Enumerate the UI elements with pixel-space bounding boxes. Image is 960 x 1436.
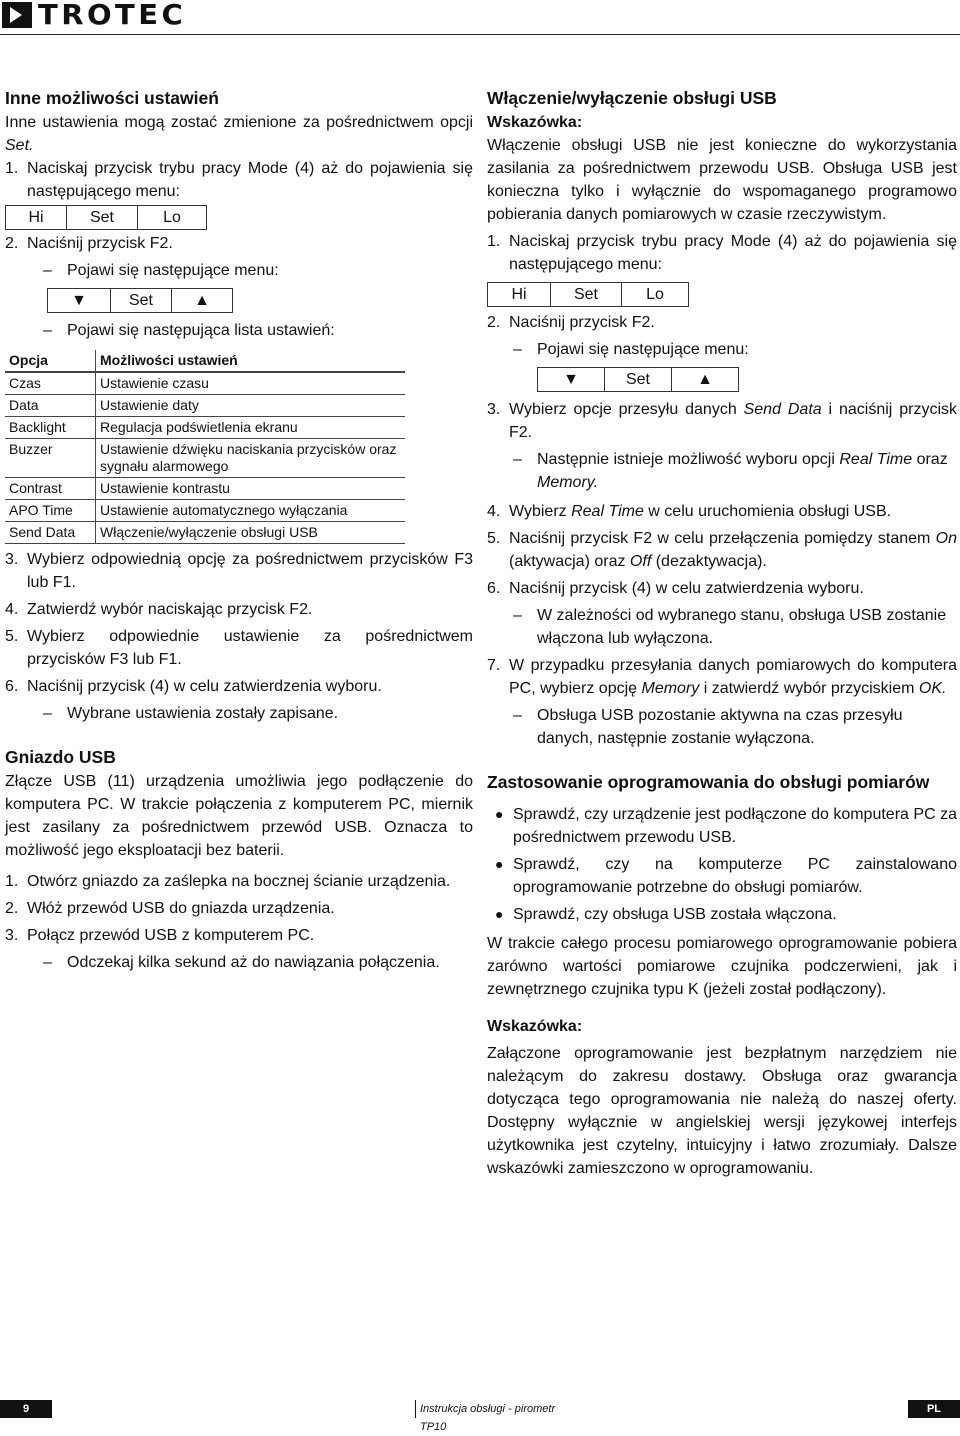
note-paragraph: Włączenie obsługi USB nie jest konieczne do wykorzystania zasilania za pośrednictwem przewodu USB. Obsługa USB jest konieczna tylko i wyłącznie do wspomaganego programowo pobierania danych pomiarowych w czasie rzeczywistym. [487, 137, 957, 223]
section-title-other-settings: Inne możliwości ustawień [5, 88, 219, 108]
left-column [5, 86, 473, 974]
down-arrow-icon: ▼ [48, 289, 111, 312]
section-title-usb-toggle: Włączenie/wyłączenie obsługi USB [487, 88, 777, 108]
table-row: Contrast Ustawienie kontrastu [5, 478, 405, 500]
table-header-settings: Możliwości ustawień [96, 350, 406, 372]
usb-step-2: 2. Włóż przewód USB do gniazda urządzenia. [5, 900, 335, 917]
usb-toggle-step-1: 1. Naciskaj przycisk trybu pracy Mode (4) aż do pojawienia się następującego menu: [487, 233, 957, 273]
usb-toggle-step-5: 5. Naciśnij przycisk F2 w celu przełączenia pomiędzy stanem On (aktywacja) oraz Off (dezaktywacja). [487, 530, 957, 570]
footer-title: Instrukcja obsługi - pirometr TP10 [415, 1400, 570, 1418]
note-paragraph-2: Załączone oprogramowanie jest bezpłatnym narzędziem nie należącym do zakresu dostawy. Obsługa oraz gwarancja dotycząca tego oprogramowania nie należą do naszej oferty. Dostępny wyłącznie w angielskiej wersji językowej interfejs użytkownika jest czytelny, intuicyjny i łatwo zrozumiały. Dalsze wskazówki zamieszczono w oprogramowaniu. [487, 1045, 957, 1177]
right-column [487, 86, 957, 1180]
menu-item: Set [111, 289, 172, 312]
usb-step-3: 3. Połącz przewód USB z komputerem PC. [5, 927, 315, 944]
step-4: 4. Zatwierdź wybór naciskając przycisk F2. [5, 601, 313, 618]
menu-hi-set-lo [5, 205, 207, 230]
usb-step-3-note: – Odczekaj kilka sekund aż do nawiązania połączenia. [43, 954, 440, 971]
page-number: 9 [0, 1400, 52, 1418]
menu-item: Set [551, 283, 622, 306]
list-item: ● Sprawdź, czy obsługa USB została włączona. [495, 903, 957, 926]
menu-item: Hi [488, 283, 551, 306]
table-row: Czas Ustawienie czasu [5, 372, 405, 395]
header-divider [0, 34, 960, 35]
usb-toggle-step-7-note: – Obsługa USB pozostanie aktywna na czas przesyłu danych, następnie zostanie wyłączona. [513, 707, 903, 747]
table-row: Buzzer Ustawienie dźwięku naciskania przycisków oraz sygnału alarmowego [5, 439, 405, 478]
table-header [5, 350, 405, 372]
step-1: 1. Naciskaj przycisk trybu pracy Mode (4) aż do pojawienia się następującego menu: [5, 160, 473, 200]
page-header [0, 0, 960, 38]
step-2-note-2: – Pojawi się następująca lista ustawień: [43, 322, 335, 339]
table-row: Data Ustawienie daty [5, 395, 405, 417]
menu-item: Set [605, 368, 672, 391]
software-paragraph: W trakcie całego procesu pomiarowego oprogramowanie pobiera zarówno wartości pomiarowe czujnika podczerwieni, jak i zewnętrznego czujnika typu K (jeżeli został podłączony). [487, 935, 957, 998]
bullet-icon: ● [495, 906, 504, 922]
menu-down-set-up [47, 288, 233, 313]
usb-toggle-step-3: 3. Wybierz opcje przesyłu danych Send Data i naciśnij przycisk F2. [487, 401, 958, 441]
menu-down-set-up [537, 367, 739, 392]
step-5: 5. Wybierz odpowiednie ustawienie za pośrednictwem przycisków F3 lub F1. [5, 628, 473, 668]
table-row: Backlight Regulacja podświetlenia ekranu [5, 417, 405, 439]
table-row: Send Data Włączenie/wyłączenie obsługi USB [5, 522, 405, 544]
usb-toggle-step-4: 4. Wybierz Real Time w celu uruchomienia obsługi USB. [487, 503, 892, 520]
list-item: ● Sprawdź, czy na komputerze PC zainstalowano oprogramowanie potrzebne do obsługi pomiarów. [495, 853, 957, 899]
up-arrow-icon: ▲ [194, 292, 210, 309]
note-label: Wskazówka: [487, 114, 583, 131]
down-arrow-icon: ▼ [538, 368, 605, 391]
menu-item: Lo [163, 209, 181, 226]
brand-mark-icon [2, 2, 32, 28]
language-code: PL [908, 1400, 960, 1418]
table-row: APO Time Ustawienie automatycznego wyłączania [5, 500, 405, 522]
usb-toggle-step-3-note: – Następnie istnieje możliwość wyboru opcji Real Time oraz Memory. [513, 451, 948, 491]
step-6: 6. Naciśnij przycisk (4) w celu zatwierdzenia wyboru. [5, 678, 382, 695]
step-6-note: – Wybrane ustawienia zostały zapisane. [43, 705, 339, 722]
usb-toggle-step-2-note: – Pojawi się następujące menu: [513, 341, 749, 358]
table-header-option: Opcja [5, 350, 96, 372]
settings-table [5, 350, 405, 544]
step-3: 3. Wybierz odpowiednią opcję za pośrednictwem przycisków F3 lub F1. [5, 551, 473, 591]
section-title-software: Zastosowanie oprogramowania do obsługi pomiarów [487, 772, 930, 792]
page-footer [0, 1400, 960, 1433]
brand-logo [2, 0, 187, 31]
menu-item: Lo [646, 286, 664, 303]
bullet-icon: ● [495, 806, 504, 822]
step-2: 2. Naciśnij przycisk F2. [5, 235, 173, 252]
usb-port-paragraph: Złącze USB (11) urządzenia umożliwia jego podłączenie do komputera PC. W trakcie połączenia z komputerem PC, miernik jest zasilany za pośrednictwem przewód USB. Oznacza to możliwość jego eksploatacji bez baterii. [5, 773, 473, 859]
menu-item: Set [67, 206, 138, 229]
usb-step-1: 1. Otwórz gniazdo za zaślepka na bocznej ścianie urządzenia. [5, 873, 451, 890]
step-2-note-1: – Pojawi się następujące menu: [43, 262, 279, 279]
note-label-2: Wskazówka: [487, 1018, 583, 1035]
usb-toggle-step-2: 2. Naciśnij przycisk F2. [487, 314, 655, 331]
usb-toggle-step-6: 6. Naciśnij przycisk (4) w celu zatwierdzenia wyboru. [487, 580, 864, 597]
list-item: ● Sprawdź, czy urządzenie jest podłączone do komputera PC za pośrednictwem przewodu USB. [495, 803, 957, 849]
usb-toggle-step-7: 7. W przypadku przesyłania danych pomiarowych do komputera PC, wybierz opcję Memory i zatwierdź wybór przyciskiem OK. [487, 657, 957, 697]
menu-hi-set-lo [487, 282, 689, 307]
bullet-icon: ● [495, 856, 504, 872]
section-intro: Inne ustawienia mogą zostać zmienione za pośrednictwem opcji Set. [5, 114, 473, 154]
section-title-usb-port: Gniazdo USB [5, 747, 116, 767]
menu-item: Hi [6, 206, 67, 229]
up-arrow-icon: ▲ [697, 371, 713, 388]
usb-toggle-step-6-note: – W zależności od wybranego stanu, obsługa USB zostanie włączona lub wyłączona. [513, 607, 947, 647]
brand-name: TROTEC [38, 0, 187, 31]
